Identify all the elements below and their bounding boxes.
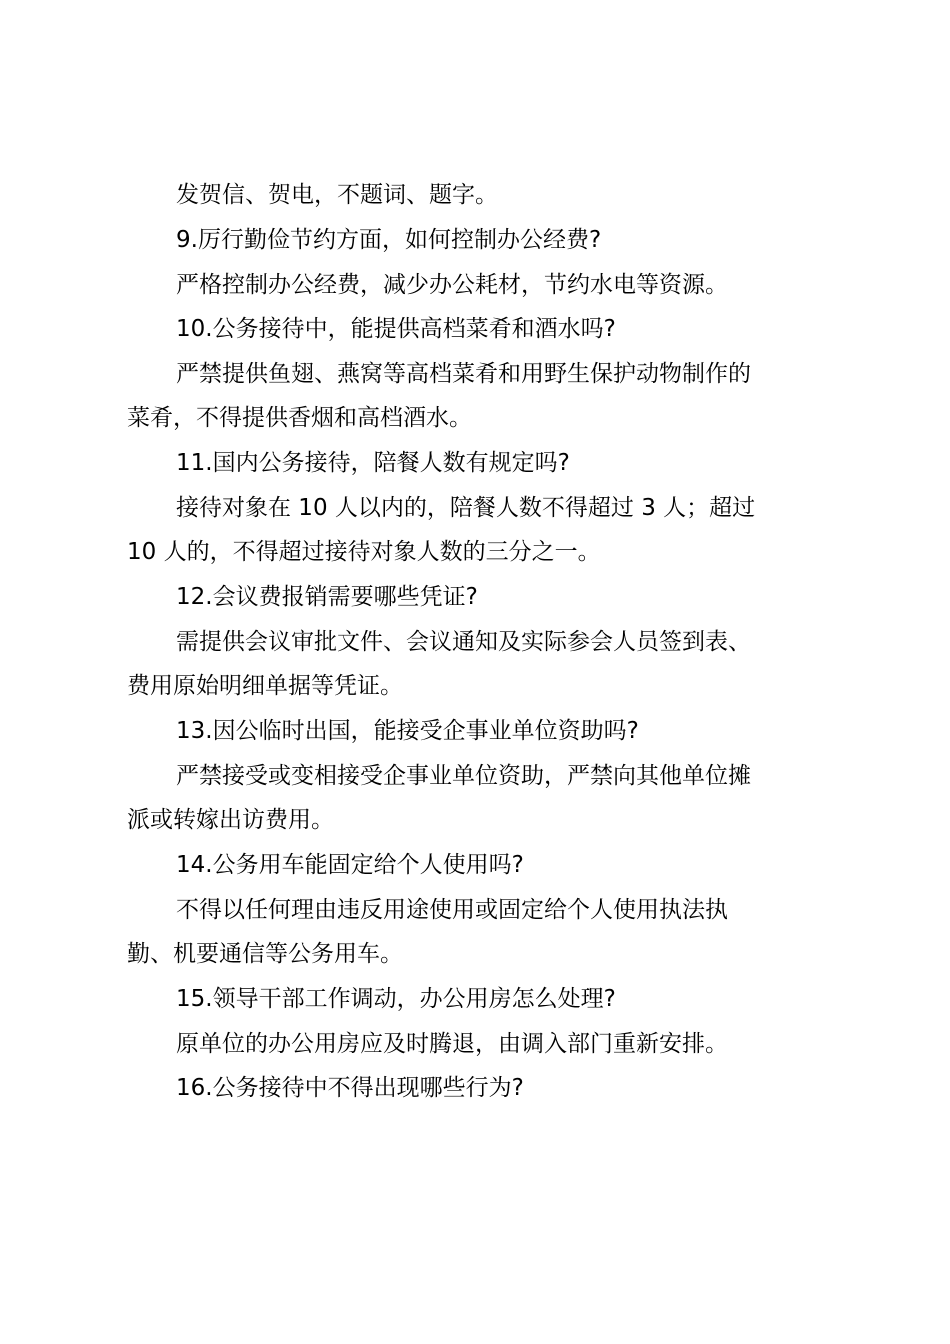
answer-13-line-1: 严禁接受或变相接受企事业单位资助，严禁向其他单位摊 [176, 763, 751, 789]
question-16: 16.公务接待中不得出现哪些行为? [176, 1075, 524, 1101]
answer-12-line-2: 费用原始明细单据等凭证。 [127, 673, 403, 699]
answer-15: 原单位的办公用房应及时腾退，由调入部门重新安排。 [176, 1031, 728, 1057]
answer-14-line-1: 不得以任何理由违反用途使用或固定给个人使用执法执 [176, 897, 728, 923]
question-15: 15.领导干部工作调动，办公用房怎么处理? [176, 986, 616, 1012]
answer-14-line-2: 勤、机要通信等公务用车。 [127, 941, 403, 967]
answer-11-line-1: 接待对象在 10 人以内的，陪餐人数不得超过 3 人；超过 [176, 495, 756, 521]
question-13: 13.因公临时出国，能接受企事业单位资助吗? [176, 718, 639, 744]
answer-9: 严格控制办公经费，减少办公耗材，节约水电等资源。 [176, 272, 728, 298]
answer-10-line-1: 严禁提供鱼翅、燕窝等高档菜肴和用野生保护动物制作的 [176, 361, 751, 387]
text-line: 发贺信、贺电，不题词、题字。 [176, 182, 498, 208]
answer-11-line-2: 10 人的，不得超过接待对象人数的三分之一。 [127, 539, 601, 565]
question-9: 9.厉行勤俭节约方面，如何控制办公经费? [176, 227, 602, 253]
answer-12-line-1: 需提供会议审批文件、会议通知及实际参会人员签到表、 [176, 629, 751, 655]
answer-13-line-2: 派或转嫁出访费用。 [127, 807, 334, 833]
question-11: 11.国内公务接待，陪餐人数有规定吗? [176, 450, 570, 476]
answer-10-line-2: 菜肴，不得提供香烟和高档酒水。 [127, 405, 472, 431]
question-10: 10.公务接待中，能提供高档菜肴和酒水吗? [176, 316, 616, 342]
question-12: 12.会议费报销需要哪些凭证? [176, 584, 478, 610]
question-14: 14.公务用车能固定给个人使用吗? [176, 852, 524, 878]
